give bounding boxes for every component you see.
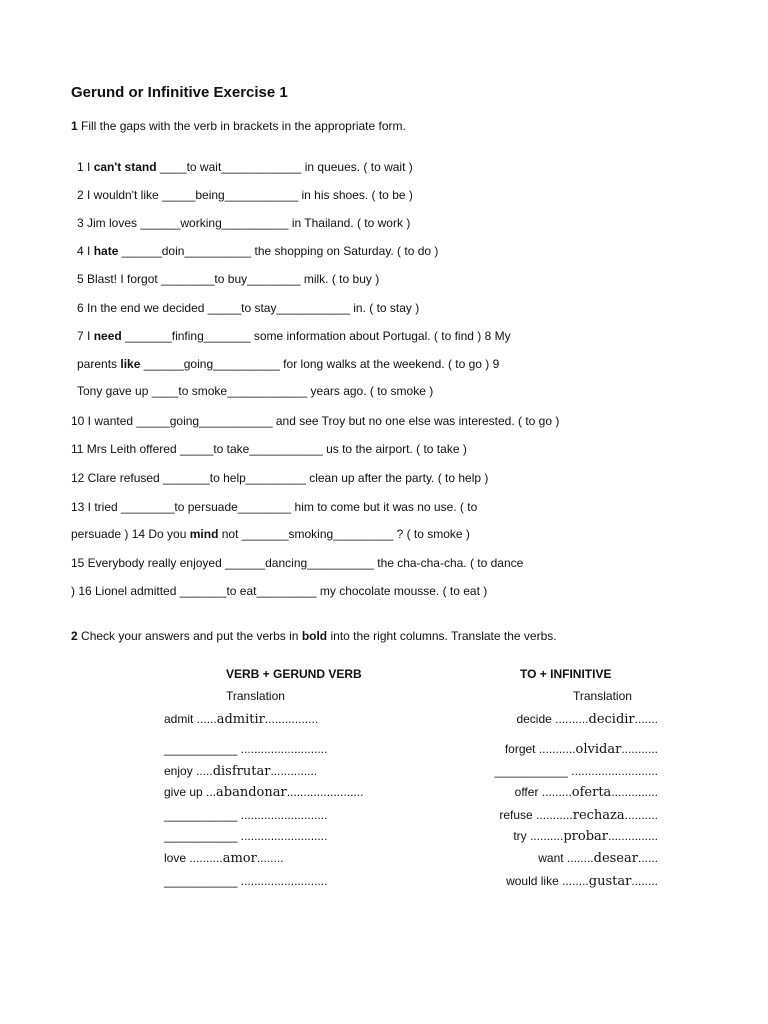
- handwritten-translation: olvidar: [575, 742, 622, 757]
- exercise-line: [71, 414, 559, 428]
- part2-instruction-text-b: and put the verbs in: [189, 629, 302, 643]
- line-text: ______going__________ for long walks at the weekend. ( to go ) 9: [140, 357, 500, 371]
- handwritten-translation: amor: [222, 851, 257, 866]
- verb-label: ___________ ..........................: [164, 829, 328, 843]
- line-text: not _______smoking_________ ? ( to smoke ): [218, 527, 470, 541]
- dotted-fill: ........: [631, 874, 658, 888]
- exercise-line: [71, 442, 467, 456]
- translation-row: [164, 808, 327, 822]
- translation-row: [499, 808, 658, 823]
- verb-label: would like ........: [506, 874, 589, 888]
- part1-number: 1: [71, 119, 78, 133]
- translation-row: [164, 712, 318, 727]
- infinitive-column-heading: TO + INFINITIVE: [520, 667, 612, 681]
- bold-verb: need: [93, 329, 122, 343]
- translation-row: [495, 764, 658, 778]
- dotted-fill: ...........: [621, 742, 658, 756]
- line-text: 6 In the end we decided _____to stay___________ in. ( to stay ): [77, 301, 420, 315]
- handwritten-translation: decidir: [588, 712, 635, 727]
- handwritten-translation: disfrutar: [212, 764, 271, 779]
- exercise-line: [71, 584, 487, 598]
- part2-instruction-bold: bold: [301, 629, 328, 643]
- translation-row: [506, 874, 658, 889]
- exercise-line: [77, 160, 413, 174]
- translation-row: [164, 851, 283, 866]
- verb-label: enjoy .....: [164, 764, 213, 778]
- dotted-fill: ..........: [624, 808, 658, 822]
- line-text: 1 I: [77, 160, 94, 174]
- part2-instruction-answers: answers: [145, 629, 190, 643]
- verb-label: offer .........: [514, 785, 572, 799]
- line-text: 4 I: [77, 244, 94, 258]
- verb-label: ___________ ..........................: [494, 764, 658, 778]
- handwritten-translation: probar: [563, 829, 608, 844]
- infinitive-translation-heading: Translation: [573, 689, 632, 703]
- verb-label: try ..........: [513, 829, 564, 843]
- translation-row: [164, 764, 317, 779]
- gerund-translation-heading: Translation: [226, 689, 285, 703]
- line-text: 5 Blast! I forgot ________to buy________ milk. ( to buy ): [77, 272, 380, 286]
- exercise-line: [71, 500, 477, 514]
- bold-verb: mind: [189, 527, 219, 541]
- part2-number: 2: [71, 629, 78, 643]
- dotted-fill: .......: [634, 712, 658, 726]
- verb-label: love ..........: [164, 851, 223, 865]
- line-text: 11 Mrs Leith offered _____to take___________ us to the airport. ( to take ): [71, 442, 467, 456]
- line-text: 12 Clare refused _______to help_________ clean up after the party. ( to help ): [71, 471, 489, 485]
- verb-label: ___________ ..........................: [164, 742, 328, 756]
- exercise-line: [77, 216, 410, 230]
- part1-instruction-text: Fill the gaps with the verb in brackets in the appropriate form.: [77, 119, 406, 133]
- line-text: ______doin__________ the shopping on Saturday. ( to do ): [118, 244, 439, 258]
- line-text: Tony gave up ____to smoke____________ years ago. ( to smoke ): [77, 384, 434, 398]
- verb-label: want ........: [538, 851, 594, 865]
- translation-row: [538, 851, 658, 866]
- verb-label: refuse ...........: [499, 808, 573, 822]
- translation-row: [505, 742, 658, 757]
- handwritten-translation: gustar: [588, 874, 632, 889]
- line-text: 10 I wanted _____going___________ and see Troy but no one else was interested. ( to go ): [71, 414, 560, 428]
- bold-verb: like: [120, 357, 141, 371]
- dotted-fill: ..............: [270, 764, 318, 778]
- exercise-line: [71, 556, 523, 570]
- bold-verb: hate: [93, 244, 119, 258]
- exercise-line: [77, 329, 511, 343]
- translation-row: [164, 785, 363, 800]
- line-text: 13 I tried ________to persuade________ him to come but it was no use. ( to: [71, 500, 478, 514]
- handwritten-translation: admitir: [216, 712, 265, 727]
- translation-row: [513, 829, 658, 844]
- line-text: ____to wait____________ in queues. ( to wait ): [156, 160, 413, 174]
- part2-instruction-text-c: into the right columns. Translate the verbs.: [327, 629, 557, 643]
- handwritten-translation: oferta: [571, 785, 612, 800]
- gerund-column-heading: VERB + GERUND VERB: [226, 667, 362, 681]
- translation-row: [164, 829, 327, 843]
- dotted-fill: ......: [637, 851, 658, 865]
- line-text: 3 Jim loves ______working__________ in Thailand. ( to work ): [77, 216, 411, 230]
- handwritten-translation: rechaza: [572, 808, 625, 823]
- line-text: _______finfing_______ some information about Portugal. ( to find ) 8 My: [121, 329, 511, 343]
- bold-verb: can't stand: [93, 160, 157, 174]
- translation-row: [164, 742, 327, 756]
- dotted-fill: ..............: [611, 785, 658, 799]
- dotted-fill: .......................: [286, 785, 364, 799]
- exercise-line: [77, 384, 433, 398]
- part2-instruction: [71, 629, 557, 643]
- translation-row: [164, 874, 327, 888]
- dotted-fill: ...............: [607, 829, 658, 843]
- line-text: ) 16 Lionel admitted _______to eat_________ my chocolate mousse. ( to eat ): [71, 584, 488, 598]
- line-text: 15 Everybody really enjoyed ______dancing__________ the cha-cha-cha. ( to dance: [71, 556, 524, 570]
- page-title: Gerund or Infinitive Exercise 1: [71, 84, 288, 101]
- verb-label: ___________ ..........................: [164, 874, 328, 888]
- verb-label: ___________ ..........................: [164, 808, 328, 822]
- part2-instruction-text-a: Check your: [77, 629, 146, 643]
- dotted-fill: ........: [256, 851, 284, 865]
- part1-instruction: [71, 119, 406, 133]
- exercise-line: [77, 188, 413, 202]
- verb-label: decide ..........: [516, 712, 589, 726]
- exercise-line: [77, 357, 499, 371]
- exercise-line: [77, 244, 438, 258]
- verb-label: give up ...: [164, 785, 217, 799]
- line-text: 7 I: [77, 329, 94, 343]
- dotted-fill: ................: [264, 712, 319, 726]
- line-text: parents: [77, 357, 121, 371]
- verb-label: admit ......: [164, 712, 217, 726]
- verb-label: forget ...........: [504, 742, 576, 756]
- exercise-line: [71, 471, 488, 485]
- line-text: persuade ) 14 Do you: [71, 527, 190, 541]
- line-text: 2 I wouldn't like _____being___________ in his shoes. ( to be ): [77, 188, 413, 202]
- exercise-line: [77, 301, 419, 315]
- translation-row: [515, 785, 658, 800]
- handwritten-translation: desear: [593, 851, 638, 866]
- exercise-line: [77, 272, 379, 286]
- exercise-line: [71, 527, 470, 541]
- handwritten-translation: abandonar: [216, 785, 287, 800]
- translation-row: [516, 712, 658, 727]
